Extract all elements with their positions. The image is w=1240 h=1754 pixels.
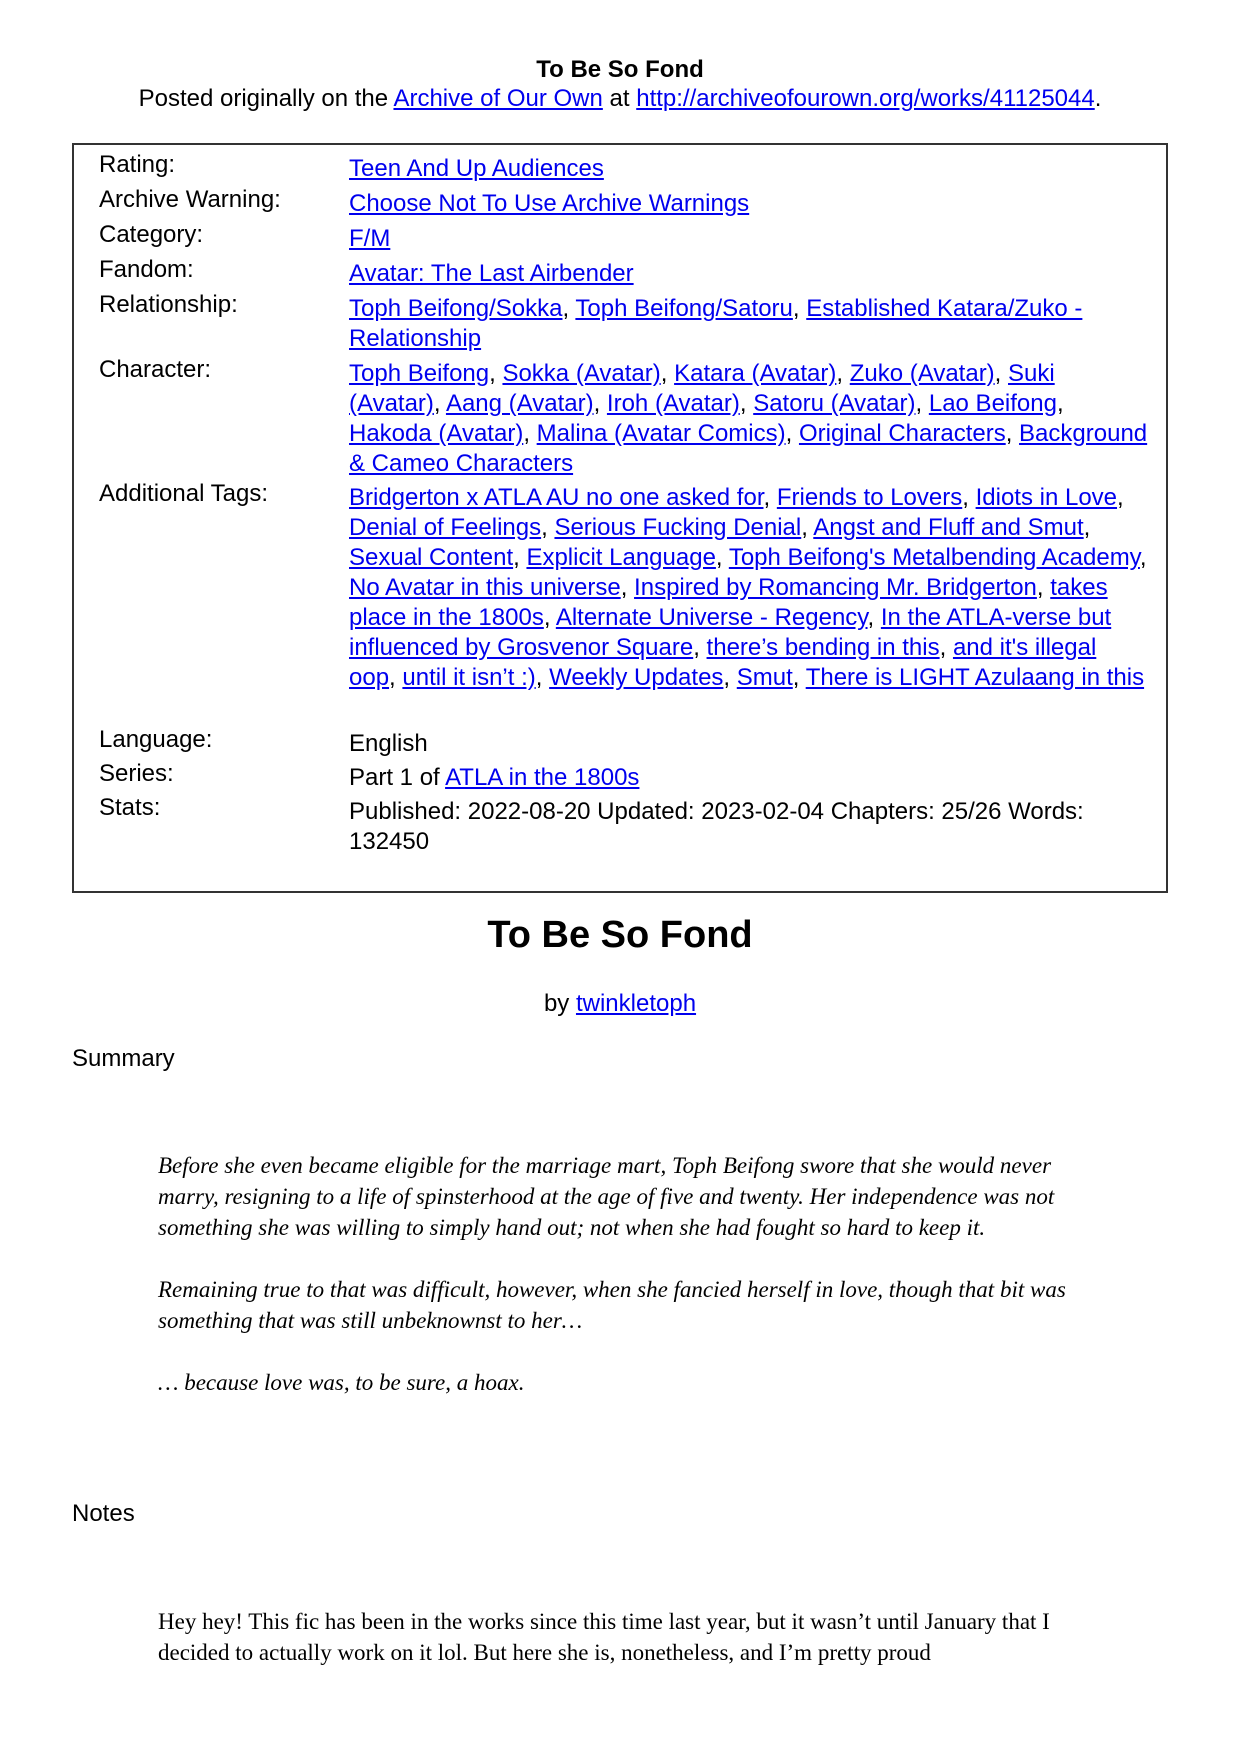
tag-link[interactable]: Denial of Feelings (349, 514, 542, 541)
fandom-value (349, 259, 1149, 289)
tag-link[interactable]: and it's illegal oop (349, 634, 1097, 691)
list-separator: , (723, 664, 737, 691)
list-separator: , (489, 360, 503, 387)
summary-text (158, 1150, 1078, 1398)
list-separator: , (939, 634, 953, 661)
stats-label: Stats: (99, 794, 161, 821)
summary-paragraph: … because love was, to be sure, a hoax. (158, 1370, 525, 1395)
character-link[interactable]: Suki (Avatar) (349, 360, 1055, 417)
relationship-link[interactable]: Toph Beifong/Sokka (349, 295, 563, 322)
summary-heading: Summary (72, 1045, 175, 1072)
list-separator: , (739, 390, 754, 417)
list-separator: , (801, 514, 814, 541)
list-separator: , (693, 634, 707, 661)
archive-link[interactable]: Archive of Our Own (393, 85, 603, 112)
tag-link[interactable]: Alternate Universe - Regency (555, 604, 868, 631)
list-separator: , (763, 484, 777, 511)
list-separator: , (867, 604, 881, 631)
character-link[interactable]: Sokka (Avatar) (502, 360, 661, 387)
list-separator: , (593, 390, 607, 417)
series-link[interactable]: ATLA in the 1800s (445, 764, 640, 791)
posted-line (0, 85, 1240, 113)
list-separator: , (535, 664, 550, 691)
tag-link[interactable]: There is LIGHT Azulaang in this (805, 664, 1145, 691)
rating-value (349, 154, 1149, 184)
list-separator: , (1056, 390, 1064, 417)
tag-link[interactable]: Serious Fucking Denial (554, 514, 802, 541)
tag-link[interactable]: until it isn’t :) (402, 664, 536, 691)
tag-link[interactable]: takes place in the 1800s (349, 574, 1108, 631)
list-separator: , (715, 544, 729, 571)
tag-link[interactable]: In the ATLA-verse but influenced by Grosvenor Square (349, 604, 1112, 661)
list-separator: , (389, 664, 403, 691)
language-value: English (349, 730, 428, 757)
warning-link[interactable]: Choose Not To Use Archive Warnings (349, 190, 750, 217)
tag-link[interactable]: Bridgerton x ATLA AU no one asked for (349, 484, 764, 511)
list-separator: , (994, 360, 1009, 387)
notes-text: Hey hey! This fic has been in the works since this time last year, but it wasn’t until January that I decided to actually work on it lol. But here she is, nonetheless, and I’m pretty proud (158, 1609, 1050, 1665)
stats-value: Published: 2022-08-20 Updated: 2023-02-04 Chapters: 25/26 Words: 132450 (349, 798, 1084, 855)
series-value (349, 763, 1149, 793)
list-separator: , (785, 420, 799, 447)
warning-value (349, 189, 1149, 219)
character-link[interactable]: Lao Beifong (928, 390, 1057, 417)
list-separator: , (513, 544, 527, 571)
list-separator: , (1139, 544, 1147, 571)
posted-mid: at (602, 85, 637, 112)
metadata-box (72, 143, 1168, 893)
relationship-label: Relationship: (99, 291, 238, 318)
rating-link[interactable]: Teen And Up Audiences (349, 155, 604, 182)
author-link[interactable]: twinkletoph (575, 990, 697, 1017)
list-separator: , (1036, 574, 1051, 601)
tag-link[interactable]: Angst and Fluff and Smut (813, 514, 1084, 541)
tags-value (349, 483, 1149, 693)
character-link[interactable]: Hakoda (Avatar) (349, 420, 524, 447)
posted-prefix: Posted originally on the (138, 85, 394, 112)
tag-link[interactable]: Inspired by Romancing Mr. Bridgerton (634, 574, 1037, 601)
list-separator: , (792, 295, 807, 322)
relationship-link[interactable]: Established Katara/Zuko - Relationship (349, 295, 1083, 352)
category-link[interactable]: F/M (349, 225, 391, 252)
page-title: To Be So Fond (536, 56, 704, 83)
rating-label: Rating: (99, 151, 176, 178)
character-link[interactable]: Iroh (Avatar) (606, 390, 740, 417)
list-separator: , (1117, 484, 1124, 511)
fandom-label: Fandom: (99, 256, 194, 283)
list-separator: , (915, 390, 929, 417)
tag-link[interactable]: Toph Beifong's Metalbending Academy (728, 544, 1140, 571)
summary-paragraph: Remaining true to that was difficult, however, when she fancied herself in love, though that bit was something that was still unbeknownst to her… (158, 1277, 1066, 1333)
list-separator: , (523, 420, 537, 447)
summary-paragraph: Before she even became eligible for the marriage mart, Toph Beifong swore that she would never marry, resigning to a life of spinsterhood at the age of five and twenty. Her independence was not something she was willing to simply hand out; not when she had fought so hard to keep it. (158, 1153, 1055, 1240)
list-separator: , (541, 514, 555, 541)
list-separator: , (433, 390, 446, 417)
posted-suffix: . (1094, 85, 1102, 112)
character-link[interactable]: Background & Cameo Characters (349, 420, 1148, 477)
category-label: Category: (99, 221, 204, 248)
character-label: Character: (99, 356, 212, 383)
character-link[interactable]: Zuko (Avatar) (849, 360, 995, 387)
byline (0, 990, 1240, 1018)
tag-link[interactable]: Weekly Updates (549, 664, 724, 691)
list-separator: , (836, 360, 850, 387)
work-url-link[interactable]: http://archiveofourown.org/works/41125044 (636, 85, 1095, 112)
list-separator: , (620, 574, 635, 601)
tag-link[interactable]: there’s bending in this (706, 634, 940, 661)
character-link[interactable]: Satoru (Avatar) (753, 390, 916, 417)
character-link[interactable]: Katara (Avatar) (674, 360, 837, 387)
character-value (349, 359, 1149, 479)
list-separator: , (962, 484, 976, 511)
notes-heading: Notes (72, 1500, 135, 1527)
tag-link[interactable]: Friends to Lovers (776, 484, 963, 511)
character-link[interactable]: Aang (Avatar) (445, 390, 594, 417)
character-link[interactable]: Original Characters (798, 420, 1006, 447)
character-link[interactable]: Toph Beifong (349, 360, 490, 387)
relationship-value (349, 294, 1149, 354)
list-separator: , (1083, 514, 1091, 541)
category-value (349, 224, 1149, 254)
relationship-link[interactable]: Toph Beifong/Satoru (575, 295, 793, 322)
language-label: Language: (99, 726, 213, 753)
tag-link[interactable]: Smut (736, 664, 793, 691)
tag-link[interactable]: Sexual Content (349, 544, 514, 571)
list-separator: , (1005, 420, 1020, 447)
fandom-link[interactable]: Avatar: The Last Airbender (349, 260, 634, 287)
tags-label: Additional Tags: (99, 480, 269, 507)
list-separator: , (543, 604, 556, 631)
list-separator: , (792, 664, 806, 691)
work-title: To Be So Fond (487, 914, 753, 956)
tag-link[interactable]: No Avatar in this universe (349, 574, 621, 601)
tag-link[interactable]: Idiots in Love (975, 484, 1118, 511)
tag-link[interactable]: Explicit Language (526, 544, 716, 571)
character-link[interactable]: Malina (Avatar Comics) (536, 420, 786, 447)
list-separator: , (660, 360, 675, 387)
list-separator: , (562, 295, 576, 322)
byline-prefix: by (543, 990, 576, 1017)
warning-label: Archive Warning: (99, 186, 281, 213)
series-label: Series: (99, 760, 174, 787)
series-prefix: Part 1 of (349, 764, 446, 791)
